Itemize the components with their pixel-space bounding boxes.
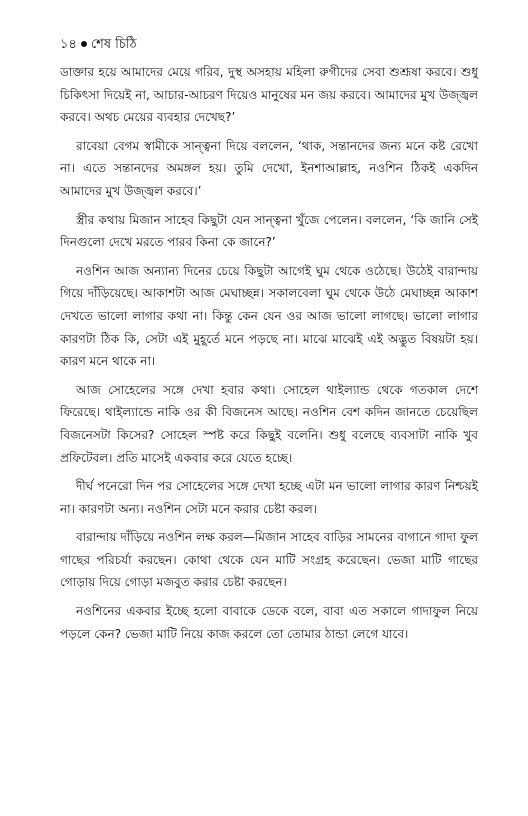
paragraph-3: স্ত্রীর কথায় মিজান সাহেব কিছুটা যেন সান্ত্বনা খুঁজে পেলেন। বললেন, ‘কি জানি সেই দিনগুলো দেখে মরতে পারব কিনা কে জানে?’ <box>60 212 478 250</box>
book-page <box>60 36 478 651</box>
paragraph-6: দীর্ঘ পনেরো দিন পর সোহেলের সঙ্গে দেখা হচ্ছে এটা মন ভালো লাগার কারণ নিশ্চয়ই না। কারণটা অন্য। নওশিন সেটা মনে করার চেষ্টা করল। <box>60 479 478 516</box>
paragraph-5: আজ সোহেলের সঙ্গে দেখা হবার কথা। সোহেল থাইল্যান্ড থেকে গতকাল দেশে ফিরেছে। থাইল্যান্ডে নাকি ওর কী বিজনেস আছে। নওশিন বেশ কদিন জানতে চেয়েছিল বিজনেসটা কিসের? সোহেল স্পষ্ট করে কিছুই বলেনি। শুধু বলেছে ব্যবসাটা নাকি খুব প্রফিটেবল। প্রতি মাসেই একবার করে যেতে হচ্ছে। <box>60 382 478 465</box>
paragraph-8: নওশিনের একবার ইচ্ছে হলো বাবাকে ডেকে বলে, বাবা এত সকালে গাদাফুল নিয়ে পড়লে কেন? ভেজা মাটি নিয়ে কাজ করলে তো তোমার ঠান্ডা লেগে যাবে। <box>60 604 478 641</box>
paragraph-2: রাবেয়া বেগম স্বামীকে সান্ত্বনা দিয়ে বললেন, ‘থাক, সন্তানদের জন্য মনে কষ্ট রেখো না। এতে সন্তানদের অমঙ্গল হয়। তুমি দেখো, ইনশাআল্লাহ, নওশিন ঠিকই একদিন আমাদের মুখ উজ্জ্বল করবে।’ <box>60 138 478 198</box>
paragraph-4: নওশিন আজ অন্যান্য দিনের চেয়ে কিছুটা আগেই ঘুম থেকে ওঠেছে। উঠেই বারান্দায় গিয়ে দাঁড়িয়েছে। আকাশটা আজ মেঘাচ্ছন্ন। সকালবেলা ঘুম থেকে উঠে মেঘাচ্ছন্ন আকাশ দেখতে ভালো লাগার কথা না। কিন্তু কেন যেন ওর আজ ভালো লাগছে। ভালো লাগার কারণটা ঠিক কি, সেটা এই মুহূর্তে মনে পড়ছে না। মাঝে মাঝেই এই অদ্ভুত বিষয়টা হয়। কারণ মনে থাকে না। <box>60 263 478 369</box>
page-number: ১৪ <box>60 37 77 52</box>
running-header <box>60 36 478 54</box>
paragraph-1: ডাক্তার হয়ে আমাদের মেয়ে গরিব, দুস্থ অসহায় মহিলা রুগীদের সেবা শুশ্রূষা করবে। শুধু চিকিৎসা দিয়েই না, আচার-আচরণ দিয়েও মানুষের মন জয় করবে। আমাদের মুখ উজ্জ্বল করবে। অথচ মেয়ের ব্যবহার দেখেছ?’ <box>60 65 478 125</box>
book-title: শেষ চিঠি <box>90 37 137 52</box>
bullet-separator-icon <box>81 41 87 47</box>
paragraph-7: বারান্দায় দাঁড়িয়ে নওশিন লক্ষ করল—মিজান সাহেব বাড়ির সামনের বাগানে গাদা ফুল গাছের পরিচর্যা করছেন। কোথা থেকে যেন মাটি সংগ্রহ করেছেন। ভেজা মাটি গাছের গোড়ায় দিয়ে গোড়া মজবুত করার চেষ্টা করছেন। <box>60 530 478 590</box>
